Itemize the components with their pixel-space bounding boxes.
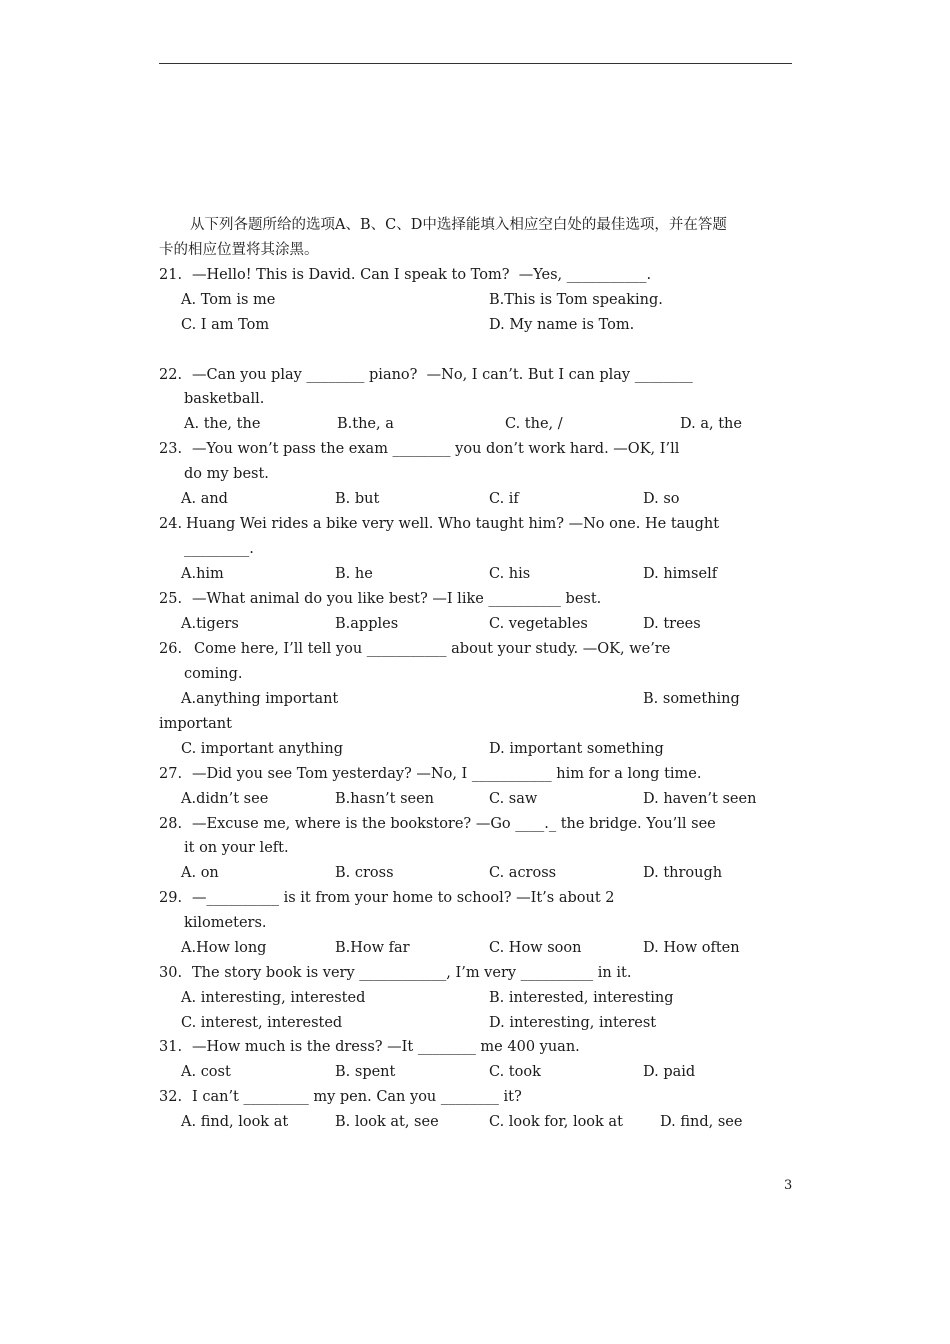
question-27-option-b: B.hasn’t seen [335,791,435,807]
question-22-option-a: A. the, the [184,416,261,432]
page-number: 3 [784,1178,793,1193]
question-32-option-a: A. find, look at [181,1114,289,1130]
question-28-number: 28. [159,816,183,832]
question-32-option-b: B. look at, see [335,1114,439,1130]
question-23-stem: —You won’t pass the exam ________ you don’t work hard. —OK, I’ll [192,441,680,457]
question-26-option-b-cont: important [159,716,232,732]
question-23-number: 23. [159,441,183,457]
question-22-option-b: B.the, a [337,416,394,432]
question-24-stem: Huang Wei rides a bike very well. Who taught him? —No one. He taught [186,516,720,532]
question-28-stem-cont: it on your left. [184,840,289,856]
question-32-number: 32. [159,1089,183,1105]
question-28-option-a: A. on [181,865,219,881]
instruction-line-1: 从下列各题所给的选项A、B、C、D中选择能填入相应空白处的最佳选项，并在答题 [190,217,727,233]
question-31-option-b: B. spent [335,1064,396,1080]
question-26-option-d: D. important something [489,741,664,757]
question-31-number: 31. [159,1039,183,1055]
question-29-option-a: A.How long [181,940,267,956]
question-22-option-c: C. the, / [505,416,563,432]
question-31-option-d: D. paid [643,1064,696,1080]
question-31-option-a: A. cost [181,1064,231,1080]
question-30-number: 30. [159,965,183,981]
question-23-stem-cont: do my best. [184,466,269,482]
question-27-option-d: D. haven’t seen [643,791,757,807]
question-30-option-b: B. interested, interesting [489,990,674,1006]
question-29-stem-cont: kilometers. [184,915,267,931]
question-27-option-c: C. saw [489,791,538,807]
question-22-stem-cont: basketball. [184,391,265,407]
question-32-option-d: D. find, see [660,1114,743,1130]
question-23-option-d: D. so [643,491,680,507]
header-rule [159,63,792,64]
question-26-stem-cont: coming. [184,666,243,682]
question-21-option-b: B.This is Tom speaking. [489,292,663,308]
question-21-number: 21. [159,267,183,283]
question-30-option-a: A. interesting, interested [181,990,366,1006]
question-21-option-d: D. My name is Tom. [489,317,635,333]
question-26-option-c: C. important anything [181,741,343,757]
question-30-option-d: D. interesting, interest [489,1015,657,1031]
question-27-option-a: A.didn’t see [181,791,269,807]
question-24-number: 24. [159,516,183,532]
question-21-stem: —Hello! This is David. Can I speak to Tom? —Yes, ___________. [192,267,652,283]
question-29-option-c: C. How soon [489,940,582,956]
question-21-option-c: C. I am Tom [181,317,270,333]
question-22-stem: —Can you play ________ piano? —No, I can’t. But I can play ________ [192,367,693,383]
question-26-option-a: A.anything important [181,691,339,707]
question-28-stem: —Excuse me, where is the bookstore? —Go ____._ the bridge. You’ll see [192,816,716,832]
question-25-option-c: C. vegetables [489,616,588,632]
question-25-option-a: A.tigers [181,616,239,632]
question-28-option-b: B. cross [335,865,394,881]
instruction-line-2: 卡的相应位置将其涂黑。 [159,242,319,258]
question-31-stem: —How much is the dress? —It ________ me 400 yuan. [192,1039,580,1055]
question-26-number: 26. [159,641,183,657]
question-26-option-b: B. something [643,691,740,707]
question-25-stem: —What animal do you like best? —I like __________ best. [192,591,602,607]
question-24-option-c: C. his [489,566,531,582]
question-24-stem-cont: _________. [184,541,254,557]
question-25-option-d: D. trees [643,616,701,632]
question-23-option-c: C. if [489,491,519,507]
question-29-option-d: D. How often [643,940,740,956]
question-22-number: 22. [159,367,183,383]
question-22-option-d: D. a, the [680,416,742,432]
question-24-option-a: A.him [181,566,224,582]
question-21-option-a: A. Tom is me [181,292,276,308]
question-29-stem: —__________ is it from your home to school? —It’s about 2 [192,890,615,906]
question-29-option-b: B.How far [335,940,410,956]
question-30-stem: The story book is very ____________, I’m very __________ in it. [192,965,632,981]
question-32-stem: I can’t _________ my pen. Can you ________ it? [192,1089,522,1105]
question-30-option-c: C. interest, interested [181,1015,343,1031]
question-27-number: 27. [159,766,183,782]
question-23-option-b: B. but [335,491,380,507]
question-25-option-b: B.apples [335,616,399,632]
question-28-option-d: D. through [643,865,723,881]
question-29-number: 29. [159,890,183,906]
question-25-number: 25. [159,591,183,607]
question-28-option-c: C. across [489,865,557,881]
question-31-option-c: C. took [489,1064,541,1080]
question-24-option-b: B. he [335,566,373,582]
question-27-stem: —Did you see Tom yesterday? —No, I ___________ him for a long time. [192,766,702,782]
question-24-option-d: D. himself [643,566,718,582]
question-26-stem: Come here, I’ll tell you ___________ about your study. —OK, we’re [194,641,671,657]
question-32-option-c: C. look for, look at [489,1114,623,1130]
question-23-option-a: A. and [181,491,228,507]
